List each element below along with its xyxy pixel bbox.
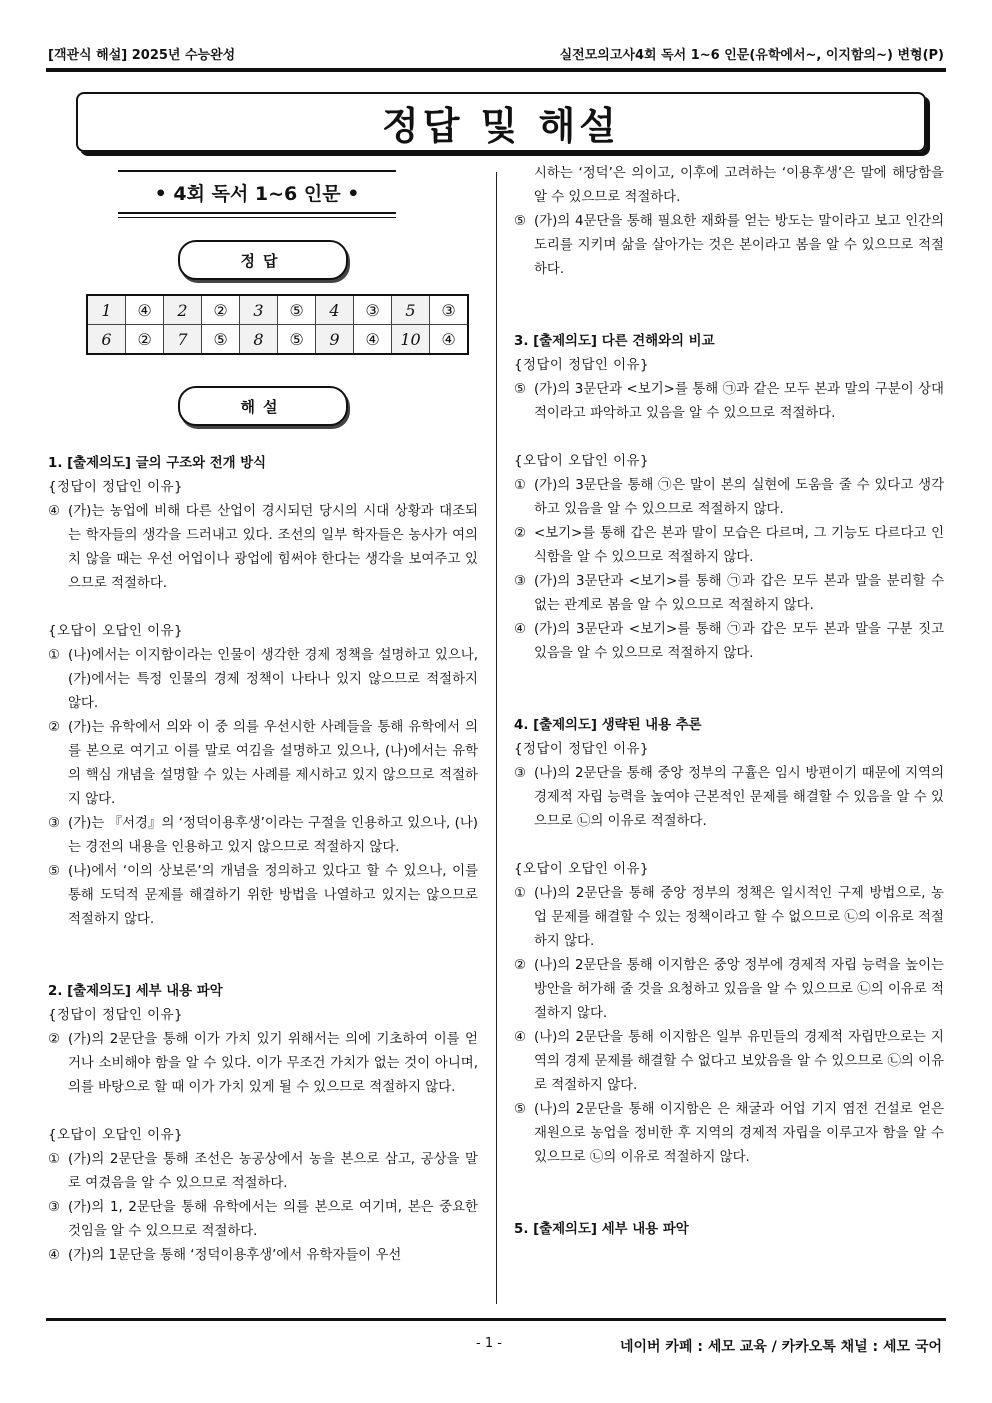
q1-wrong-item (48, 812, 478, 860)
q5-title: 5. [출제의도] 세부 내용 파악 (514, 1222, 689, 1237)
explanation-text: (가)의 1, 2문단을 통해 유학에서는 의를 본으로 여기며, 본은 중요한 것임을 알 수 있으므로 적절하다. (68, 1200, 478, 1239)
answer-number: 6 (87, 325, 126, 355)
choice-mark: ⑤ (514, 214, 527, 229)
choice-mark: ③ (514, 574, 527, 589)
answer-number: 2 (164, 295, 202, 325)
q3-correct-label: {정답이 정답인 이유} (514, 358, 650, 373)
page-number: - 1 - (476, 1336, 502, 1351)
answer-choice: ⑤ (278, 325, 316, 355)
explanation-text: (가)는 『서경』의 ‘정덕이용후생’이라는 구절을 인용하고 있으나, (나)는 경전의 내용을 인용하고 있지 않으므로 적절하지 않다. (68, 816, 478, 855)
q2-correct-label: {정답이 정답인 이유} (48, 1008, 184, 1023)
choice-mark: ④ (48, 1248, 61, 1263)
explanation-text: (가)의 3문단과 <보기>를 통해 ㉠과 같은 모두 본과 말의 구분이 상대적이라고 파악하고 있음을 알 수 있으므로 적절하다. (534, 382, 944, 421)
page-title: 정답 및 해설 (76, 92, 926, 152)
q4-wrong-item (514, 954, 944, 1026)
choice-mark: ① (514, 886, 527, 901)
explanation-text: (나)의 2문단을 통해 이지함은 중앙 정부에 경제적 자립 능력을 높이는 방안을 허가해 줄 것을 요청하고 있음을 알 수 있으므로 ㉡의 이유로 적절하지 않다. (534, 958, 944, 1021)
column-divider (496, 172, 497, 1304)
q3-wrong-item (514, 618, 944, 666)
answer-pill: 정답 (178, 240, 348, 280)
explanation-text: (나)의 2문단을 통해 이지함은 일부 유민들의 경제적 자립만으로는 지역의 경제 문제를 해결할 수 없다고 보았음을 알 수 있으므로 ㉡의 이유로 적절하지 않다. (534, 1030, 944, 1093)
choice-mark: ③ (48, 816, 61, 831)
answer-choice: ⑤ (202, 325, 240, 355)
choice-mark: ② (48, 720, 61, 735)
explanation-text: (가)의 3문단을 통해 ㉠은 말이 본의 실현에 도움을 줄 수 있다고 생각하고 있음을 알 수 있으므로 적절하지 않다. (534, 478, 944, 517)
explanation-text: (나)의 2문단을 통해 중앙 정부의 구휼은 임시 방편이기 때문에 지역의 경제적 자립 능력을 높여야 근본적인 문제를 해결할 수 있음을 알 수 있으므로 ㉡의 이유로 적절하다. (534, 766, 944, 829)
choice-mark: ④ (48, 504, 61, 519)
left-column (48, 452, 478, 1268)
q1-title: 1. [출제의도] 글의 구조와 전개 방식 (48, 456, 267, 471)
q3-wrong-item (514, 522, 944, 570)
q3-correct-item (514, 378, 944, 426)
answer-row (87, 295, 468, 325)
answer-number: 4 (316, 295, 354, 325)
q2-wrong-item (514, 210, 944, 282)
footer-credit: 네이버 카페 : 세모 교육 / 카카오톡 채널 : 세모 국어 (619, 1339, 942, 1355)
answer-number: 10 (392, 325, 430, 355)
explanation-pill: 해설 (178, 386, 348, 426)
q1-correct-label: {정답이 정답인 이유} (48, 480, 184, 495)
answer-choice: ④ (354, 325, 392, 355)
answer-number: 9 (316, 325, 354, 355)
answer-choice: ② (202, 295, 240, 325)
q1-wrong-item (48, 716, 478, 812)
q4-wrong-item (514, 882, 944, 954)
explanation-text: <보기>를 통해 갑은 본과 말이 모습은 다르며, 그 기능도 다르다고 인식함을 알 수 있으므로 적절하지 않다. (534, 526, 944, 565)
choice-mark: ② (514, 958, 527, 973)
choice-mark: ④ (514, 1030, 527, 1045)
explanation-text: (가)의 4문단을 통해 필요한 재화를 얻는 방도는 말이라고 보고 인간의 도리를 지키며 삶을 살아가는 것은 본이라고 봄을 알 수 있으므로 적절하다. (534, 214, 944, 277)
choice-mark: ① (48, 1152, 61, 1167)
q1-wrong-label: {오답이 오답인 이유} (48, 624, 184, 639)
q4-wrong-item (514, 1026, 944, 1098)
explanation-text: (나)의 2문단을 통해 중앙 정부의 정책은 일시적인 구제 방법으로, 농업 문제를 해결할 수 있는 정책이라고 할 수 없으므로 ㉡의 이유로 적절하지 않다. (534, 886, 944, 949)
header-right-text: 실전모의고사4회 독서 1~6 인문(유학에서~, 이지함의~) 변형(P) (559, 48, 944, 63)
choice-mark: ③ (514, 766, 527, 781)
explanation-text: (나)에서는 이지함이라는 인물이 생각한 경제 정책을 설명하고 있으나, (가)에서는 특정 인물의 경제 정책이 나타나 있지 않으므로 적절하지 않다. (68, 648, 478, 711)
q3-wrong-label: {오답이 오답인 이유} (514, 454, 650, 469)
q2-wrong-label: {오답이 오답인 이유} (48, 1128, 184, 1143)
answer-choice: ③ (430, 295, 469, 325)
q1-wrong-item (48, 644, 478, 716)
explanation-text: (가)는 유학에서 의와 이 중 의를 우선시한 사례들을 통해 유학에서 의를 본으로 여기고 이를 말로 여김을 설명하고 있으나, (나)에서는 유학의 핵심 개념을 설명할 수 있는 사례를 제시하고 있지 않으므로 적절하지 않다. (68, 720, 478, 807)
choice-mark: ⑤ (514, 382, 527, 397)
explanation-text: (나)에서 ‘이의 상보론’의 개념을 정의하고 있다고 할 수 있으나, 이를 통해 도덕적 문제를 해결하기 위한 방법을 나열하고 있지는 않으므로 적절하지 않다. (68, 864, 478, 927)
choice-mark: ④ (514, 622, 527, 637)
explanation-text: (가)의 3문단과 <보기>를 통해 ㉠과 갑은 모두 본과 말을 구분 짓고 있음을 알 수 있으므로 적절하지 않다. (534, 622, 944, 661)
choice-mark: ⑤ (514, 1102, 527, 1117)
q2-title: 2. [출제의도] 세부 내용 파악 (48, 984, 223, 999)
q1-correct-item (48, 500, 478, 596)
answer-number: 7 (164, 325, 202, 355)
right-column (514, 162, 944, 1242)
q3-wrong-item (514, 474, 944, 522)
explanation-text: (가)의 3문단과 <보기>를 통해 ㉠과 갑은 모두 본과 말을 분리할 수 없는 관계로 봄을 알 수 있으므로 적절하지 않다. (534, 574, 944, 613)
explanation-text: (나)의 2문단을 통해 이지함은 은 채굴과 어업 기지 염전 건설로 얻은 재원으로 농업을 정비한 후 지역의 경제적 자립을 이루고자 함을 알 수 있으므로 ㉡의 이유로 적절하지 않다. (534, 1102, 944, 1165)
choice-mark: ⑤ (48, 864, 61, 879)
answer-number: 1 (87, 295, 126, 325)
explanation-text: (가)의 2문단을 통해 조선은 농공상에서 농을 본으로 삼고, 공상을 말로 여겼음을 알 수 있으므로 적절하다. (68, 1152, 478, 1191)
footer-rule (46, 1318, 946, 1321)
answer-table (86, 294, 469, 355)
q2-correct-item (48, 1028, 478, 1100)
answer-number: 3 (240, 295, 278, 325)
explanation-text: (가)는 농업에 비해 다른 산업이 경시되던 당시의 시대 상황과 대조되는 학자들의 생각을 드러내고 있다. 조선의 일부 학자들은 농사가 여의치 않을 때는 우선 어업이나 광업에 힘써야 한다는 생각을 보여주고 있으므로 적절하다. (68, 504, 478, 591)
choice-mark: ② (514, 526, 527, 541)
choice-mark: ① (514, 478, 527, 493)
answer-choice: ② (126, 325, 164, 355)
answer-choice: ④ (430, 325, 469, 355)
header-rule (46, 68, 946, 72)
explanation-text: (가)의 2문단을 통해 이가 가치 있기 위해서는 의에 기초하여 이를 얻거나 소비해야 함을 알 수 있다. 이가 무조건 가치가 없는 것이 아니며, 의를 바탕으로 할 때 이가 가치 있게 될 수 있으므로 적절하지 않다. (68, 1032, 478, 1095)
q3-title: 3. [출제의도] 다른 견해와의 비교 (514, 334, 715, 349)
q2-wrong-item (48, 1148, 478, 1196)
answer-choice: ④ (126, 295, 164, 325)
choice-mark: ③ (48, 1200, 61, 1215)
answer-choice: ⑤ (278, 295, 316, 325)
q4-title: 4. [출제의도] 생략된 내용 추론 (514, 718, 702, 733)
answer-row (87, 325, 468, 355)
answer-number: 8 (240, 325, 278, 355)
answer-number: 5 (392, 295, 430, 325)
q4-correct-item (514, 762, 944, 834)
header-left-text: [객관식 해설] 2025년 수능완성 (48, 48, 236, 63)
section-title: • 4회 독서 1~6 인문 • (118, 170, 396, 214)
choice-mark: ② (48, 1032, 61, 1047)
choice-mark: ① (48, 648, 61, 663)
q3-wrong-item (514, 570, 944, 618)
explanation-text: (가)의 1문단을 통해 ‘정덕이용후생’에서 유학자들이 우선 (68, 1248, 402, 1263)
q4-wrong-label: {오답이 오답인 이유} (514, 862, 650, 877)
q2-wrong-item (48, 1244, 478, 1268)
explanation-text: 시하는 ‘정덕’은 의이고, 이후에 고려하는 ‘이용후생’은 말에 해당함을 알 수 있으므로 적절하다. (534, 166, 944, 205)
answer-choice: ③ (354, 295, 392, 325)
q2-wrong-item (48, 1196, 478, 1244)
q2-wrong-item-continued (514, 162, 944, 210)
q4-correct-label: {정답이 정답인 이유} (514, 742, 650, 757)
q4-wrong-item (514, 1098, 944, 1170)
q1-wrong-item (48, 860, 478, 932)
